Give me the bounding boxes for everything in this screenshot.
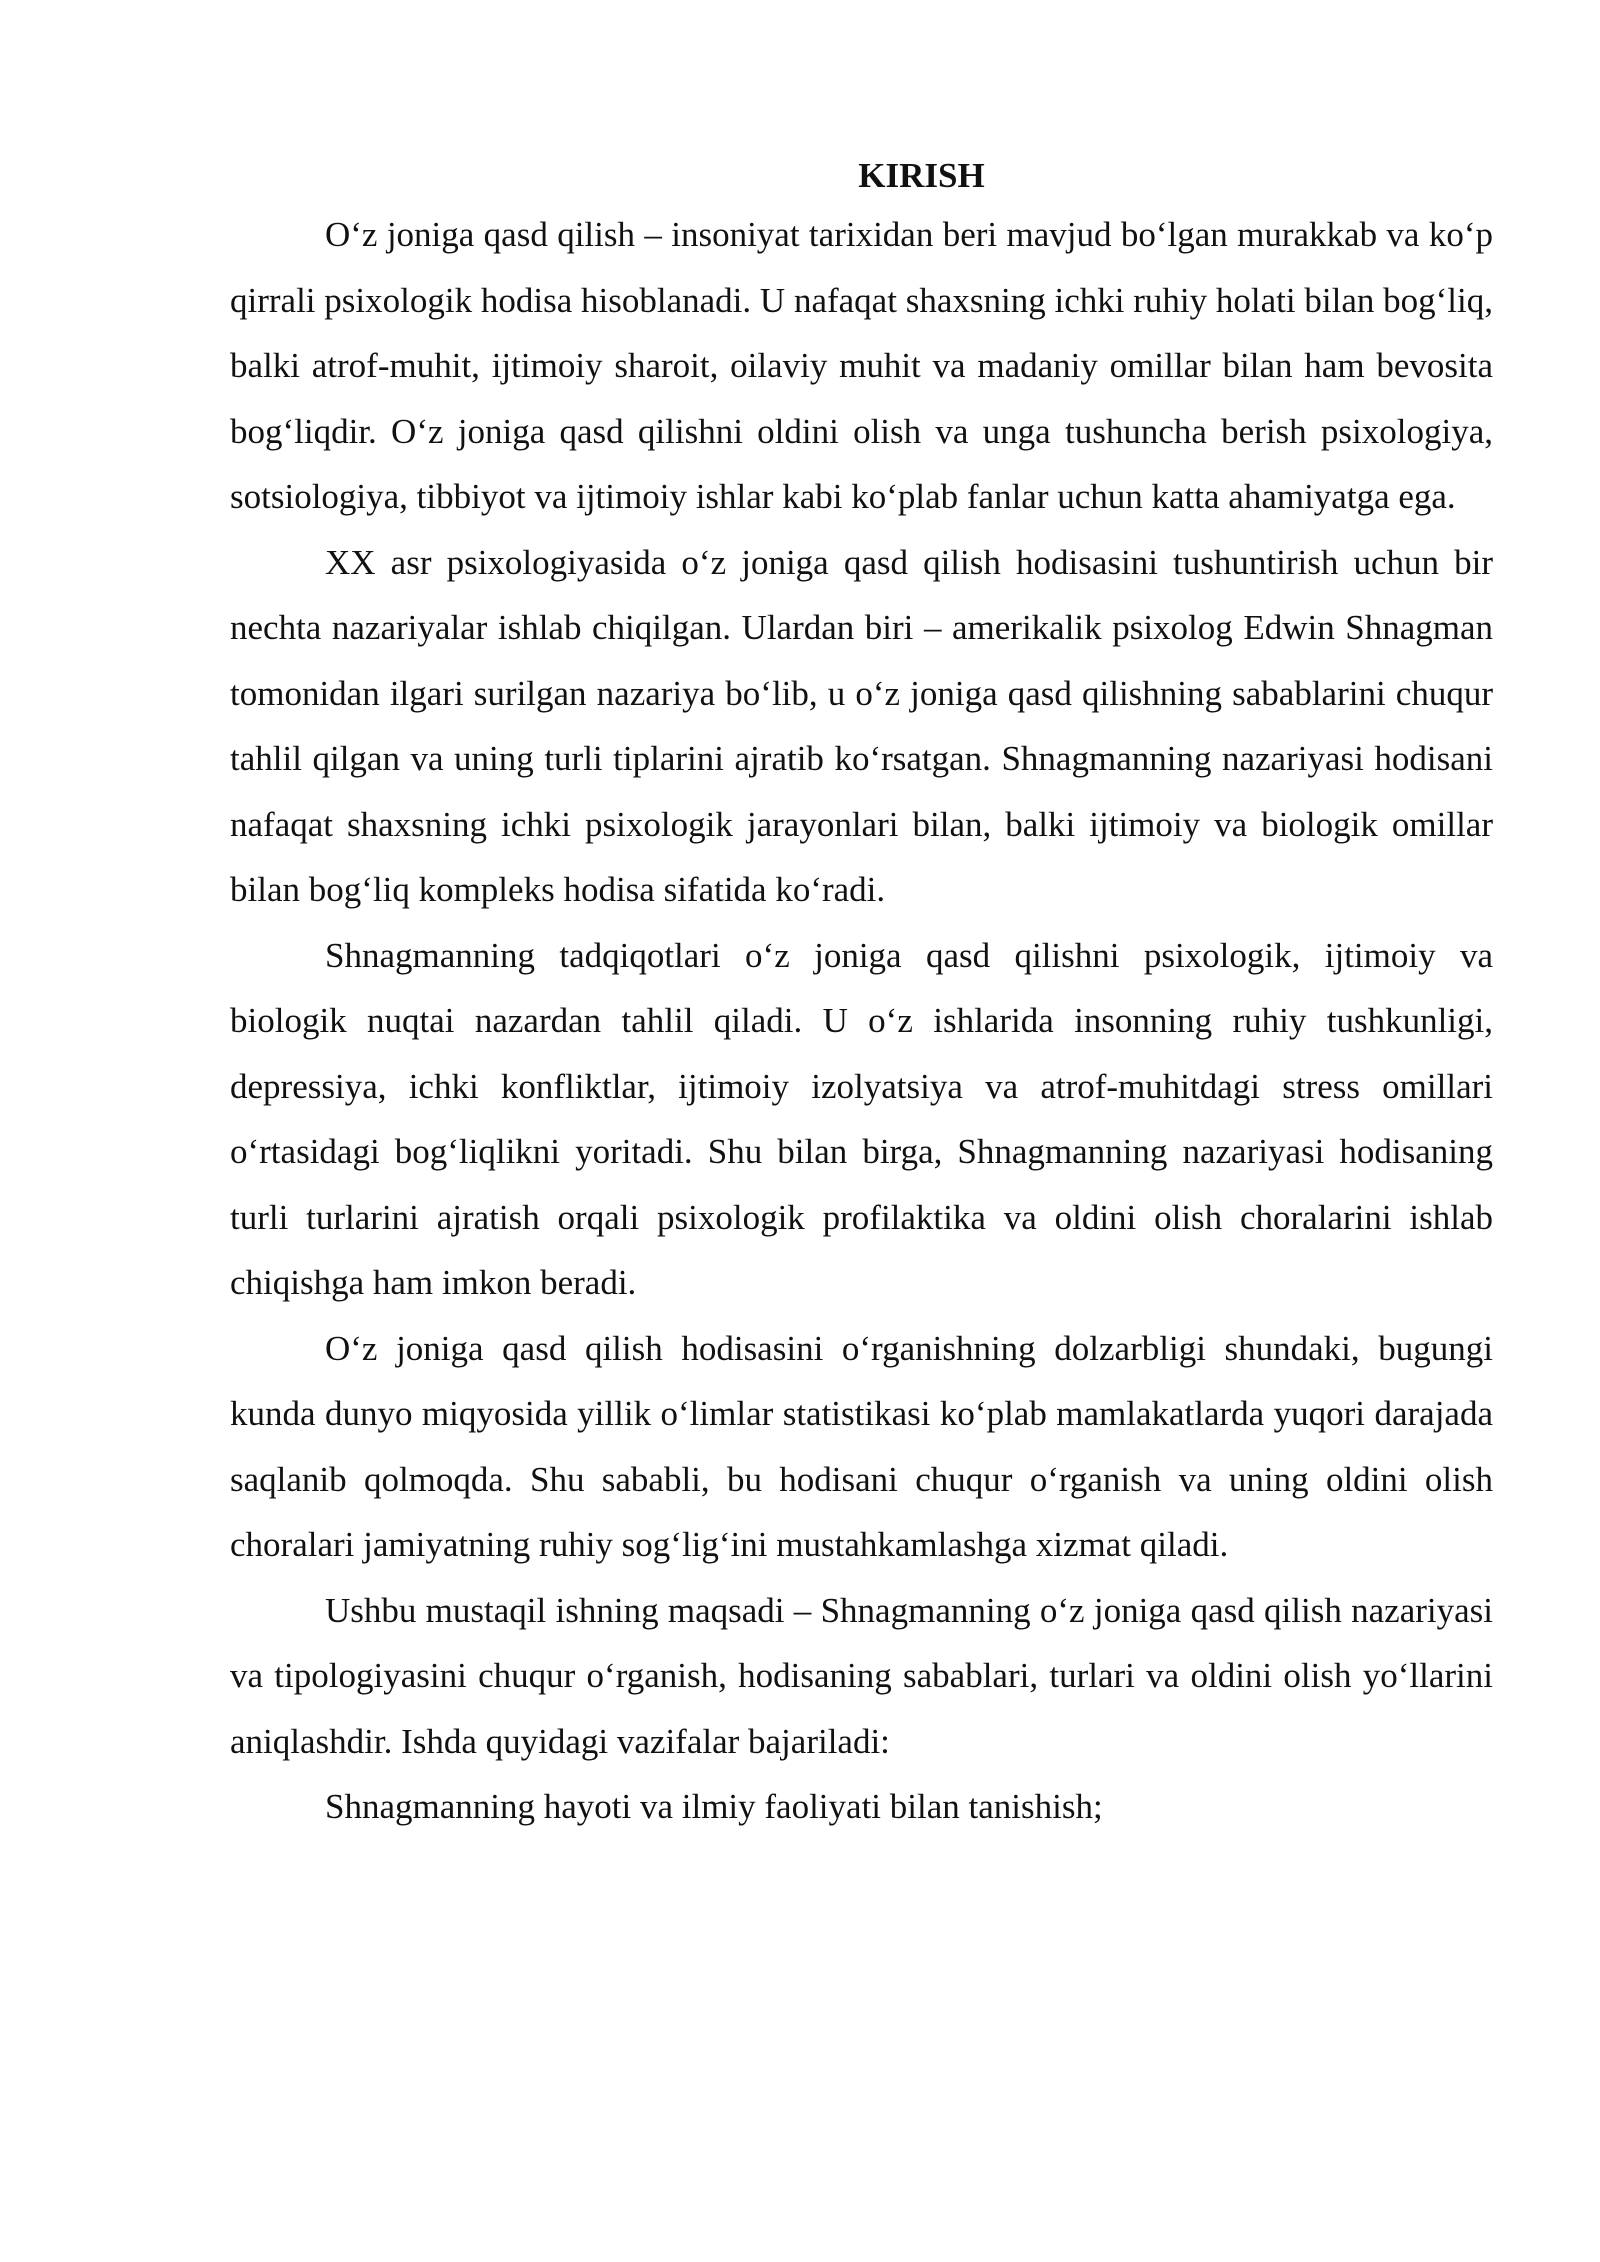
section-heading: KIRISH [858, 156, 985, 195]
paragraph-4: O‘z joniga qasd qilish hodisasini o‘rganishning dolzarbligi shundaki, bugungi kunda dunyo miqyosida yillik o‘limlar statistikasi ko‘plab mamlakatlarda yuqori darajada saqlanib qolmoqda. Shu sababli, bu hodisani chuqur o‘rganish va uning oldini olish choralari jamiyatning ruhiy sog‘lig‘ini mustahkamlashga xizmat qiladi. [230, 1328, 1493, 1564]
paragraph-3: Shnagmanning tadqiqotlari o‘z joniga qasd qilishni psixologik, ijtimoiy va biologik nuqtai nazardan tahlil qiladi. U o‘z ishlarida insonning ruhiy tushkunligi, depressiya, ichki konfliktlar, ijtimoiy izolyatsiya va atrof-muhitdagi stress omillari o‘rtasidagi bog‘liqlikni yoritadi. Shu bilan birga, Shnagmanning nazariyasi hodisaning turli turlarini ajratish orqali psixologik profilaktika va oldini olish choralarini ishlab chiqishga ham imkon beradi. [230, 935, 1493, 1302]
paragraph-2: XX asr psixologiyasida o‘z joniga qasd qilish hodisasini tushuntirish uchun bir nechta nazariyalar ishlab chiqilgan. Ulardan biri – amerikalik psixolog Edwin Shnagman tomonidan ilgari surilgan nazariya bo‘lib, u o‘z joniga qasd qilishning sabablarini chuqur tahlil qilgan va uning turli tiplarini ajratib ko‘rsatgan. Shnagmanning nazariyasi hodisani nafaqat shaxsning ichki psixologik jarayonlari bilan, balki ijtimoiy va biologik omillar bilan bog‘liq kompleks hodisa sifatida ko‘radi. [230, 542, 1493, 909]
paragraph-5: Ushbu mustaqil ishning maqsadi – Shnagmanning o‘z joniga qasd qilish nazariyasi va tipologiyasini chuqur o‘rganish, hodisaning sabablari, turlari va oldini olish yo‘llarini aniqlashdir. Ishda quyidagi vazifalar bajariladi: [230, 1590, 1493, 1761]
document-body [230, 150, 1493, 1840]
paragraph-6: Shnagmanning hayoti va ilmiy faoliyati bilan tanishish; [325, 1787, 1103, 1826]
paragraph-1: O‘z joniga qasd qilish – insoniyat tarixidan beri mavjud bo‘lgan murakkab va ko‘p qirrali psixologik hodisa hisoblanadi. U nafaqat shaxsning ichki ruhiy holati bilan bog‘liq, balki atrof-muhit, ijtimoiy sharoit, oilaviy muhit va madaniy omillar bilan ham bevosita bog‘liqdir. O‘z joniga qasd qilishni oldini olish va unga tushuncha berish psixologiya, sotsiologiya, tibbiyot va ijtimoiy ishlar kabi ko‘plab fanlar uchun katta ahamiyatga ega. [230, 215, 1493, 516]
